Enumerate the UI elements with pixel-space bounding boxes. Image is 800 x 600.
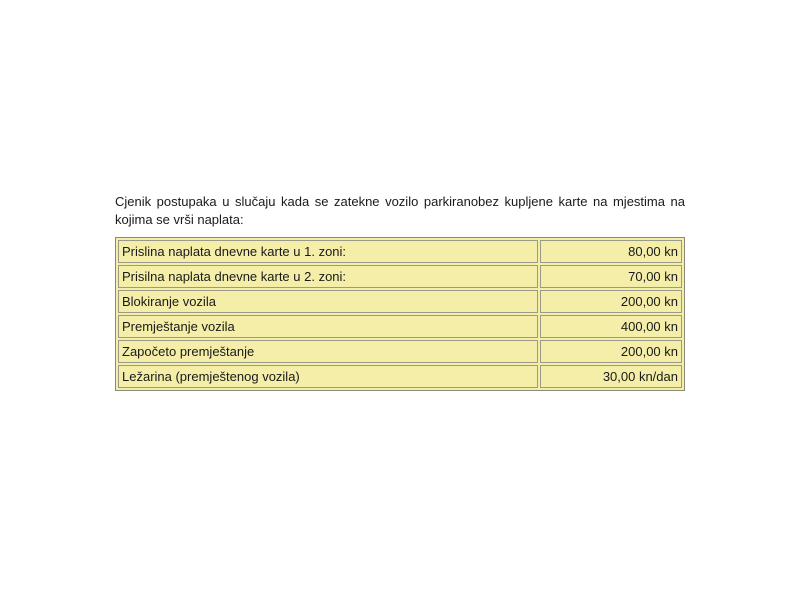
price-row-label: Prisilna naplata dnevne karte u 2. zoni:	[118, 265, 538, 288]
price-row-value: 200,00 kn	[540, 290, 682, 313]
price-row-label: Blokiranje vozila	[118, 290, 538, 313]
price-list-section	[115, 193, 685, 391]
price-row-label: Premještanje vozila	[118, 315, 538, 338]
intro-text: Cjenik postupaka u slučaju kada se zatekne vozilo parkiranobez kupljene karte na mjestima na kojima se vrši naplata:	[115, 194, 685, 227]
table-row	[118, 265, 682, 288]
price-table	[115, 237, 685, 391]
price-row-label: Ležarina (premještenog vozila)	[118, 365, 538, 388]
price-row-value: 30,00 kn/dan	[540, 365, 682, 388]
table-row	[118, 290, 682, 313]
price-row-label: Započeto premještanje	[118, 340, 538, 363]
table-row	[118, 340, 682, 363]
table-row	[118, 365, 682, 388]
price-row-value: 200,00 kn	[540, 340, 682, 363]
price-row-value: 80,00 kn	[540, 240, 682, 263]
table-row	[118, 315, 682, 338]
price-row-value: 70,00 kn	[540, 265, 682, 288]
table-row	[118, 240, 682, 263]
price-row-label: Prislina naplata dnevne karte u 1. zoni:	[118, 240, 538, 263]
price-row-value: 400,00 kn	[540, 315, 682, 338]
